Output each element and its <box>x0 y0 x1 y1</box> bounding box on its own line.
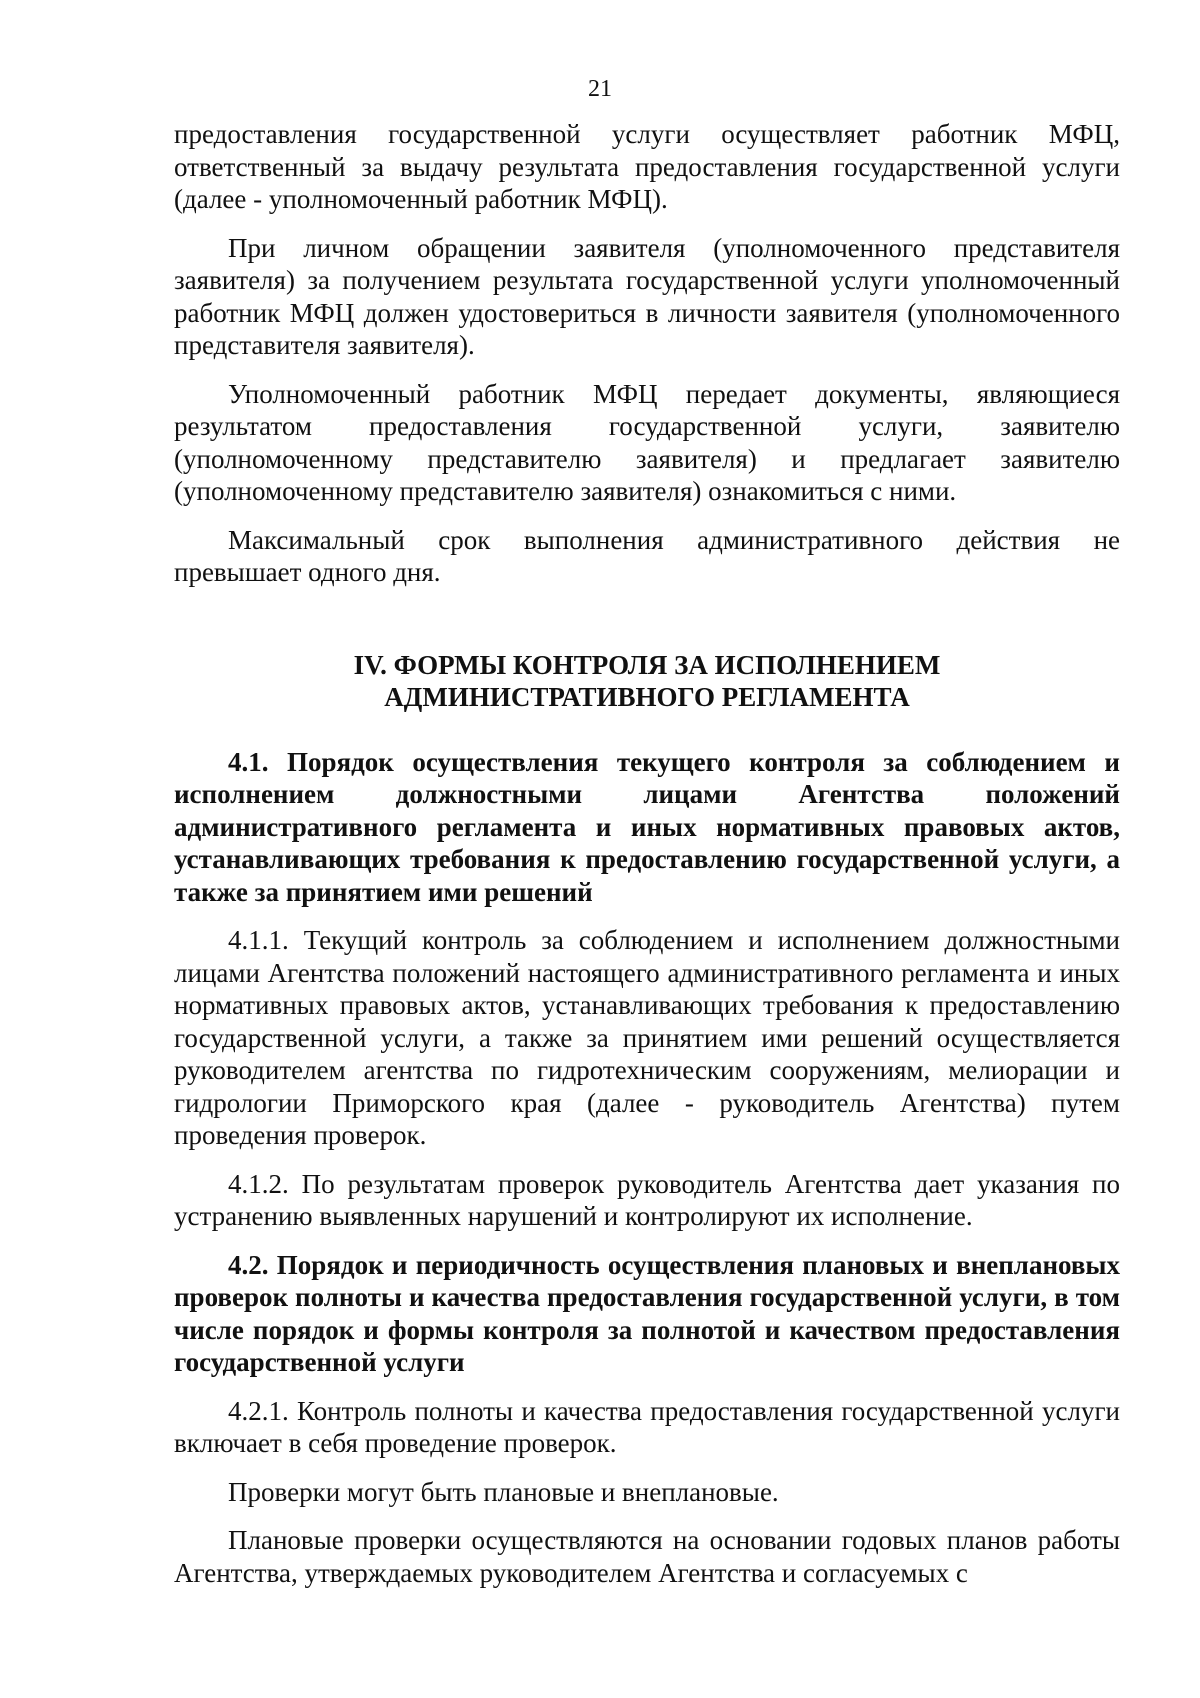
paragraph-4-1-1: 4.1.1. Текущий контроль за соблюдением и исполнением должностными лицами Агентства положений настоящего административного регламента и иных нормативных правовых актов, устанавливающих требования к предоставлению государственной услуги, а также за принятием ими решений осуществляется руководителем агентства по гидротехническим сооружениям, мелиорации и гидрологии Приморского края (далее - руководитель Агентства) путем проведения проверок. <box>174 925 1120 1150</box>
paragraph-planned-checks: Плановые проверки осуществляются на основании годовых планов работы Агентства, утверждаемых руководителем Агентства и согласуемых с <box>174 1525 1120 1588</box>
paragraph-personal-visit: При личном обращении заявителя (уполномоченного представителя заявителя) за получением результата государственной услуги уполномоченный работник МФЦ должен удостовериться в личности заявителя (уполномоченного представителя заявителя). <box>174 232 1120 360</box>
section-title-line-1: IV. ФОРМЫ КОНТРОЛЯ ЗА ИСПОЛНЕНИЕМ <box>353 649 941 680</box>
section-title <box>174 649 1120 714</box>
paragraph-4-2-1: 4.2.1. Контроль полноты и качества предоставления государственной услуги включает в себя проведение проверок. <box>174 1395 1120 1458</box>
paragraph-max-term: Максимальный срок выполнения административного действия не превышает одного дня. <box>174 524 1120 587</box>
paragraph-continuation: предоставления государственной услуги осуществляет работник МФЦ, ответственный за выдачу результата предоставления государственной услуги (далее - уполномоченный работник МФЦ). <box>174 119 1120 214</box>
paragraph-document-handover: Уполномоченный работник МФЦ передает документы, являющиеся результатом предоставления государственной услуги, заявителю (уполномоченному представителю заявителя) и предлагает заявителю (уполномоченному представителю заявителя) ознакомиться с ними. <box>174 378 1120 506</box>
paragraph-4-1-2: 4.1.2. По результатам проверок руководитель Агентства дает указания по устранению выявленных нарушений и контролируют их исполнение. <box>174 1168 1120 1231</box>
paragraph-checks-types: Проверки могут быть плановые и внеплановые. <box>228 1476 779 1507</box>
heading-4-1: 4.1. Порядок осуществления текущего контроля за соблюдением и исполнением должностными лицами Агентства положений административного регламента и иных нормативных правовых актов, устанавливающих требования к предоставлению государственной услуги, а также за принятием ими решений <box>174 746 1120 907</box>
heading-4-2: 4.2. Порядок и периодичность осуществления плановых и внеплановых проверок полноты и качества предоставления государственной услуги, в том числе порядок и формы контроля за полнотой и качеством предоставления государственной услуги <box>174 1249 1120 1377</box>
document-body <box>174 118 1120 1605</box>
section-title-line-2: АДМИНИСТРАТИВНОГО РЕГЛАМЕНТА <box>384 682 910 712</box>
page-number: 21 <box>588 76 612 102</box>
